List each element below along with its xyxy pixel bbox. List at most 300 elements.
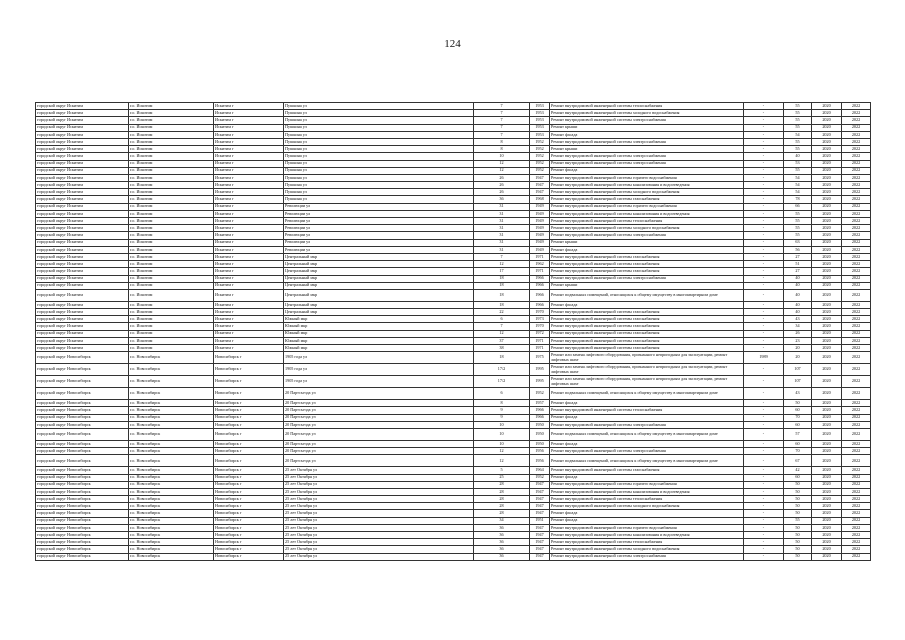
work-type-cell: Ремонт или замена лифтового оборудования, признанного непригодным для эксплуатации, ремонт лифтовых шахт [550, 352, 744, 364]
work-type-cell: Ремонт фасада [550, 474, 744, 481]
work-type-cell: Ремонт фасада [550, 246, 744, 253]
work-type-cell: Ремонт фасада [550, 517, 744, 524]
street-cell: 25 лет Октября ул [284, 481, 474, 488]
year-cell: 1970 [530, 323, 550, 330]
period-start-cell: 2020 [812, 160, 842, 167]
period-start-cell: 2020 [812, 246, 842, 253]
street-cell: Южный мкр [284, 337, 474, 344]
street-cell: Южный мкр [284, 330, 474, 337]
period-end-cell: 2022 [842, 261, 871, 268]
district-cell: г.о. Искитим [129, 182, 214, 189]
municipality-cell: городской округ Новосибирск [36, 364, 129, 376]
period-end-cell: 2022 [842, 414, 871, 421]
house-cell: 28 [474, 510, 530, 517]
lift-year-cell: - [744, 196, 784, 203]
work-type-cell: Ремонт крыши [550, 239, 744, 246]
wear-cell: 107 [784, 376, 812, 388]
wear-cell: 43 [784, 388, 812, 400]
street-cell: Пушкина ул [284, 174, 474, 181]
district-cell: г.о. Новосибирск [129, 532, 214, 539]
table-row [36, 110, 871, 117]
district-cell: г.о. Новосибирск [129, 388, 214, 400]
street-cell: Центральный мкр [284, 268, 474, 275]
period-start-cell: 2020 [812, 261, 842, 268]
house-cell: 12 [474, 261, 530, 268]
house-cell: 9 [474, 407, 530, 414]
lift-year-cell: - [744, 345, 784, 352]
locality-cell: Новосибирск г [214, 532, 284, 539]
table-row [36, 289, 871, 301]
municipality-cell: городской округ Новосибирск [36, 448, 129, 455]
period-start-cell: 2020 [812, 203, 842, 210]
wear-cell: 54 [784, 131, 812, 138]
lift-year-cell: - [744, 364, 784, 376]
table-row [36, 488, 871, 495]
period-start-cell: 2020 [812, 510, 842, 517]
locality-cell: Искитим г [214, 124, 284, 131]
wear-cell: 51 [784, 261, 812, 268]
house-cell: 5 [474, 467, 530, 474]
district-cell: г.о. Новосибирск [129, 364, 214, 376]
house-cell: 10 [474, 153, 530, 160]
locality-cell: Новосибирск г [214, 414, 284, 421]
work-type-cell: Ремонт крыши [550, 282, 744, 289]
lift-year-cell: - [744, 124, 784, 131]
wear-cell: 50 [784, 400, 812, 407]
locality-cell: Искитим г [214, 103, 284, 110]
wear-cell: 56 [784, 246, 812, 253]
table-row [36, 282, 871, 289]
district-cell: г.о. Новосибирск [129, 553, 214, 560]
district-cell: г.о. Новосибирск [129, 474, 214, 481]
lift-year-cell: - [744, 282, 784, 289]
lift-year-cell: - [744, 510, 784, 517]
table-row [36, 232, 871, 239]
period-start-cell: 2020 [812, 275, 842, 282]
house-cell: 12 [474, 167, 530, 174]
table-row [36, 153, 871, 160]
work-type-cell: Ремонт внутридомовой инженерной системы горячего водоснабжения [550, 481, 744, 488]
table-row [36, 428, 871, 440]
district-cell: г.о. Новосибирск [129, 546, 214, 553]
work-type-cell: Ремонт фасада [550, 414, 744, 421]
period-end-cell: 2022 [842, 553, 871, 560]
period-end-cell: 2022 [842, 138, 871, 145]
wear-cell: 66 [784, 203, 812, 210]
street-cell: Пушкина ул [284, 103, 474, 110]
street-cell: Центральный мкр [284, 275, 474, 282]
work-type-cell: Ремонт внутридомовой инженерной системы теплоснабжения [550, 218, 744, 225]
house-cell: 22 [474, 309, 530, 316]
street-cell: Пушкина ул [284, 189, 474, 196]
period-end-cell: 2022 [842, 488, 871, 495]
table-row [36, 503, 871, 510]
house-cell: 7 [474, 110, 530, 117]
year-cell: 1950 [530, 428, 550, 440]
wear-cell: 60 [784, 421, 812, 428]
house-cell: 17/2 [474, 376, 530, 388]
house-cell: 7 [474, 124, 530, 131]
locality-cell: Новосибирск г [214, 546, 284, 553]
district-cell: г.о. Новосибирск [129, 414, 214, 421]
municipality-cell: городской округ Искитим [36, 182, 129, 189]
district-cell: г.о. Искитим [129, 131, 214, 138]
work-type-cell: Ремонт внутридомовой инженерной системы горячего водоснабжения [550, 203, 744, 210]
locality-cell: Искитим г [214, 345, 284, 352]
table-row [36, 467, 871, 474]
period-start-cell: 2020 [812, 189, 842, 196]
work-type-cell: Ремонт внутридомовой инженерной системы холодного водоснабжения [550, 546, 744, 553]
locality-cell: Искитим г [214, 268, 284, 275]
municipality-cell: городской округ Искитим [36, 218, 129, 225]
street-cell: Революции ул [284, 225, 474, 232]
year-cell: 1952 [530, 153, 550, 160]
period-start-cell: 2020 [812, 218, 842, 225]
period-end-cell: 2022 [842, 203, 871, 210]
district-cell: г.о. Новосибирск [129, 407, 214, 414]
locality-cell: Искитим г [214, 182, 284, 189]
house-cell: 26 [474, 174, 530, 181]
municipality-cell: городской округ Новосибирск [36, 455, 129, 467]
work-type-cell: Ремонт внутридомовой инженерной системы электроснабжения [550, 553, 744, 560]
year-cell: 1949 [530, 232, 550, 239]
municipality-cell: городской округ Искитим [36, 316, 129, 323]
house-cell: 9 [474, 414, 530, 421]
wear-cell: 55 [784, 167, 812, 174]
wear-cell: 50 [784, 488, 812, 495]
wear-cell: 40 [784, 153, 812, 160]
year-cell: 1949 [530, 225, 550, 232]
period-end-cell: 2022 [842, 421, 871, 428]
period-start-cell: 2020 [812, 253, 842, 260]
period-end-cell: 2022 [842, 388, 871, 400]
district-cell: г.о. Искитим [129, 203, 214, 210]
period-end-cell: 2022 [842, 309, 871, 316]
year-cell: 1947 [530, 553, 550, 560]
work-type-cell: Ремонт фасада [550, 440, 744, 447]
period-start-cell: 2020 [812, 146, 842, 153]
house-cell: 7 [474, 103, 530, 110]
period-end-cell: 2022 [842, 517, 871, 524]
house-cell: 31 [474, 239, 530, 246]
table-row [36, 455, 871, 467]
year-cell: 1966 [530, 289, 550, 301]
work-type-cell: Ремонт внутридомовой инженерной системы теплоснабжения [550, 103, 744, 110]
period-end-cell: 2022 [842, 182, 871, 189]
district-cell: г.о. Искитим [129, 323, 214, 330]
table-row [36, 131, 871, 138]
year-cell: 1952 [530, 160, 550, 167]
table-row [36, 246, 871, 253]
house-cell: 18 [474, 352, 530, 364]
street-cell: Центральный мкр [284, 261, 474, 268]
work-type-cell: Ремонт внутридомовой инженерной системы электроснабжения [550, 117, 744, 124]
table-row [36, 174, 871, 181]
municipality-cell: городской округ Искитим [36, 196, 129, 203]
period-start-cell: 2020 [812, 153, 842, 160]
house-cell: 18 [474, 289, 530, 301]
table-row [36, 517, 871, 524]
district-cell: г.о. Новосибирск [129, 455, 214, 467]
period-end-cell: 2022 [842, 448, 871, 455]
year-cell: 1968 [530, 196, 550, 203]
table-row [36, 196, 871, 203]
period-end-cell: 2022 [842, 225, 871, 232]
municipality-cell: городской округ Искитим [36, 261, 129, 268]
period-start-cell: 2020 [812, 467, 842, 474]
district-cell: г.о. Искитим [129, 218, 214, 225]
period-start-cell: 2020 [812, 289, 842, 301]
year-cell: 1947 [530, 532, 550, 539]
locality-cell: Искитим г [214, 232, 284, 239]
street-cell: Революции ул [284, 218, 474, 225]
street-cell: 25 лет Октября ул [284, 546, 474, 553]
table-row [36, 182, 871, 189]
period-end-cell: 2022 [842, 174, 871, 181]
table-row [36, 167, 871, 174]
table-row [36, 539, 871, 546]
locality-cell: Искитим г [214, 225, 284, 232]
district-cell: г.о. Новосибирск [129, 428, 214, 440]
period-end-cell: 2022 [842, 524, 871, 531]
municipality-cell: городской округ Новосибирск [36, 496, 129, 503]
lift-year-cell: - [744, 481, 784, 488]
period-start-cell: 2020 [812, 174, 842, 181]
district-cell: г.о. Искитим [129, 174, 214, 181]
municipality-cell: городской округ Искитим [36, 337, 129, 344]
table-row [36, 117, 871, 124]
municipality-cell: городской округ Новосибирск [36, 352, 129, 364]
street-cell: Революции ул [284, 239, 474, 246]
wear-cell: 50 [784, 539, 812, 546]
repair-registry-table [35, 102, 871, 561]
period-start-cell: 2020 [812, 330, 842, 337]
work-type-cell: Ремонт внутридомовой инженерной системы газоснабжения [550, 316, 744, 323]
house-cell: 12 [474, 448, 530, 455]
locality-cell: Искитим г [214, 117, 284, 124]
wear-cell: 26 [784, 330, 812, 337]
house-cell: 7 [474, 131, 530, 138]
period-end-cell: 2022 [842, 282, 871, 289]
house-cell: 36 [474, 196, 530, 203]
period-start-cell: 2020 [812, 110, 842, 117]
table-row [36, 345, 871, 352]
period-start-cell: 2020 [812, 131, 842, 138]
lift-year-cell: - [744, 467, 784, 474]
period-start-cell: 2020 [812, 323, 842, 330]
house-cell: 8 [474, 400, 530, 407]
wear-cell: 27 [784, 268, 812, 275]
locality-cell: Новосибирск г [214, 517, 284, 524]
district-cell: г.о. Новосибирск [129, 467, 214, 474]
municipality-cell: городской округ Искитим [36, 117, 129, 124]
work-type-cell: Ремонт фасада [550, 301, 744, 308]
lift-year-cell: 1989 [744, 352, 784, 364]
house-cell: 17/2 [474, 364, 530, 376]
table-row [36, 553, 871, 560]
year-cell: 1953 [530, 103, 550, 110]
year-cell: 1947 [530, 546, 550, 553]
district-cell: г.о. Новосибирск [129, 400, 214, 407]
locality-cell: Новосибирск г [214, 496, 284, 503]
period-start-cell: 2020 [812, 455, 842, 467]
lift-year-cell: - [744, 131, 784, 138]
wear-cell: 70 [784, 414, 812, 421]
district-cell: г.о. Искитим [129, 103, 214, 110]
locality-cell: Искитим г [214, 110, 284, 117]
table-row [36, 309, 871, 316]
lift-year-cell: - [744, 117, 784, 124]
wear-cell: 40 [784, 301, 812, 308]
district-cell: г.о. Искитим [129, 189, 214, 196]
locality-cell: Новосибирск г [214, 376, 284, 388]
wear-cell: 54 [784, 189, 812, 196]
wear-cell: 40 [784, 289, 812, 301]
municipality-cell: городской округ Искитим [36, 268, 129, 275]
street-cell: Пушкина ул [284, 182, 474, 189]
period-end-cell: 2022 [842, 428, 871, 440]
lift-year-cell: - [744, 400, 784, 407]
district-cell: г.о. Искитим [129, 275, 214, 282]
table-row [36, 546, 871, 553]
house-cell: 28 [474, 481, 530, 488]
lift-year-cell: - [744, 532, 784, 539]
table-row [36, 330, 871, 337]
house-cell: 36 [474, 546, 530, 553]
district-cell: г.о. Искитим [129, 225, 214, 232]
municipality-cell: городской округ Новосибирск [36, 400, 129, 407]
period-end-cell: 2022 [842, 407, 871, 414]
period-start-cell: 2020 [812, 553, 842, 560]
lift-year-cell: - [744, 388, 784, 400]
street-cell: 25 лет Октября ул [284, 553, 474, 560]
table-row [36, 421, 871, 428]
locality-cell: Новосибирск г [214, 539, 284, 546]
street-cell: Центральный мкр [284, 289, 474, 301]
lift-year-cell: - [744, 448, 784, 455]
table-row [36, 210, 871, 217]
municipality-cell: городской округ Искитим [36, 138, 129, 145]
house-cell: 10 [474, 421, 530, 428]
wear-cell: 60 [784, 440, 812, 447]
period-start-cell: 2020 [812, 268, 842, 275]
year-cell: 1947 [530, 488, 550, 495]
table-row [36, 388, 871, 400]
street-cell: Революции ул [284, 203, 474, 210]
table-row [36, 146, 871, 153]
locality-cell: Искитим г [214, 239, 284, 246]
wear-cell: 60 [784, 474, 812, 481]
district-cell: г.о. Искитим [129, 345, 214, 352]
lift-year-cell: - [744, 496, 784, 503]
locality-cell: Новосибирск г [214, 407, 284, 414]
wear-cell: 55 [784, 117, 812, 124]
work-type-cell: Ремонт внутридомовой инженерной системы газоснабжения [550, 337, 744, 344]
district-cell: г.о. Искитим [129, 124, 214, 131]
year-cell: 1972 [530, 330, 550, 337]
period-end-cell: 2022 [842, 167, 871, 174]
house-cell: 8 [474, 138, 530, 145]
district-cell: г.о. Искитим [129, 268, 214, 275]
locality-cell: Искитим г [214, 160, 284, 167]
locality-cell: Искитим г [214, 138, 284, 145]
period-start-cell: 2020 [812, 414, 842, 421]
period-start-cell: 2020 [812, 301, 842, 308]
street-cell: 25 лет Октября ул [284, 517, 474, 524]
period-end-cell: 2022 [842, 153, 871, 160]
work-type-cell: Ремонт внутридомовой инженерной системы канализования и водоотведения [550, 182, 744, 189]
wear-cell: 55 [784, 232, 812, 239]
house-cell: 18 [474, 301, 530, 308]
work-type-cell: Ремонт внутридомовой инженерной системы электроснабжения [550, 160, 744, 167]
street-cell: Пушкина ул [284, 167, 474, 174]
district-cell: г.о. Искитим [129, 117, 214, 124]
district-cell: г.о. Новосибирск [129, 524, 214, 531]
table-row [36, 203, 871, 210]
street-cell: 25 лет Октября ул [284, 496, 474, 503]
street-cell: 20 Партсъезда ул [284, 428, 474, 440]
street-cell: 1905 года ул [284, 376, 474, 388]
period-start-cell: 2020 [812, 196, 842, 203]
year-cell: 1949 [530, 239, 550, 246]
wear-cell: 50 [784, 510, 812, 517]
work-type-cell: Ремонт внутридомовой инженерной системы горячего водоснабжения [550, 174, 744, 181]
period-start-cell: 2020 [812, 352, 842, 364]
lift-year-cell: - [744, 309, 784, 316]
work-type-cell: Ремонт крыши [550, 146, 744, 153]
municipality-cell: городской округ Новосибирск [36, 428, 129, 440]
period-start-cell: 2020 [812, 474, 842, 481]
period-end-cell: 2022 [842, 268, 871, 275]
year-cell: 1970 [530, 309, 550, 316]
work-type-cell: Ремонт внутридомовой инженерной системы электроснабжения [550, 275, 744, 282]
period-start-cell: 2020 [812, 532, 842, 539]
period-start-cell: 2020 [812, 539, 842, 546]
house-cell: 17 [474, 268, 530, 275]
period-end-cell: 2022 [842, 253, 871, 260]
wear-cell: 20 [784, 352, 812, 364]
work-type-cell: Ремонт подвальных помещений, относящихся к общему имуществу в многоквартирном доме [550, 388, 744, 400]
year-cell: 1995 [530, 364, 550, 376]
work-type-cell: Ремонт внутридомовой инженерной системы холодного водоснабжения [550, 225, 744, 232]
lift-year-cell: - [744, 160, 784, 167]
period-end-cell: 2022 [842, 496, 871, 503]
lift-year-cell: - [744, 414, 784, 421]
period-end-cell: 2022 [842, 532, 871, 539]
wear-cell: 78 [784, 196, 812, 203]
district-cell: г.о. Искитим [129, 110, 214, 117]
work-type-cell: Ремонт внутридомовой инженерной системы холодного водоснабжения [550, 189, 744, 196]
table-row [36, 407, 871, 414]
district-cell: г.о. Искитим [129, 261, 214, 268]
district-cell: г.о. Искитим [129, 210, 214, 217]
locality-cell: Искитим г [214, 323, 284, 330]
house-cell: 37 [474, 337, 530, 344]
street-cell: 25 лет Октября ул [284, 532, 474, 539]
municipality-cell: городской округ Искитим [36, 146, 129, 153]
table-row [36, 253, 871, 260]
year-cell: 1957 [530, 400, 550, 407]
year-cell: 1971 [530, 253, 550, 260]
municipality-cell: городской округ Новосибирск [36, 553, 129, 560]
table-row [36, 414, 871, 421]
table-row [36, 496, 871, 503]
work-type-cell: Ремонт внутридомовой инженерной системы канализования и водоотведения [550, 532, 744, 539]
locality-cell: Новосибирск г [214, 448, 284, 455]
lift-year-cell: - [744, 316, 784, 323]
lift-year-cell: - [744, 289, 784, 301]
period-end-cell: 2022 [842, 481, 871, 488]
